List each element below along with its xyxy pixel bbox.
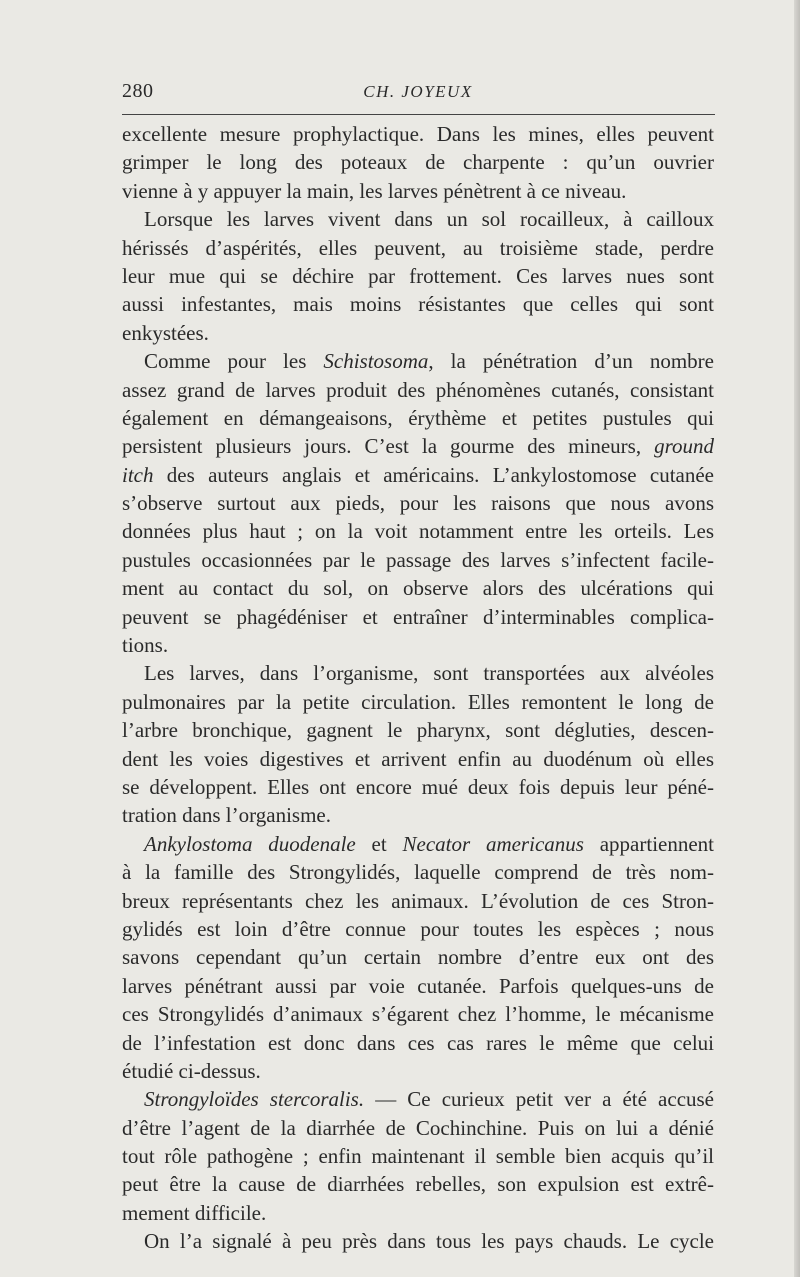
text-line — [122, 404, 714, 432]
text-line — [122, 631, 714, 659]
text-segment: données plus haut ; on la voit notamment entre les orteils. Les — [122, 519, 714, 544]
italic-text: Strongyloïdes stercoralis. — [144, 1087, 365, 1112]
text-line — [122, 546, 714, 574]
text-segment: à la famille des Strongylidés, laquelle comprend de très nom- — [122, 860, 714, 885]
text-line — [122, 347, 714, 375]
text-line — [122, 801, 714, 829]
text-line — [122, 517, 714, 545]
italic-text: itch — [122, 462, 154, 487]
text-line — [122, 290, 714, 318]
text-line — [122, 659, 714, 687]
text-line — [122, 1000, 714, 1028]
italic-text: Necator americanus — [402, 831, 584, 856]
running-title: CH. JOYEUX — [363, 82, 473, 101]
text-segment: ces Strongylidés d’animaux s’égarent chez l’homme, le mécanisme — [122, 1002, 714, 1027]
text-segment: — Ce curieux petit ver a été accusé — [364, 1087, 715, 1112]
text-segment: Comme pour les — [144, 349, 324, 374]
italic-text: Schistosoma — [323, 349, 429, 374]
text-segment: d’être l’agent de la diarrhée de Cochinchine. Puis on lui a dénié — [122, 1115, 714, 1140]
text-segment: enkystées. — [122, 320, 209, 345]
text-line — [122, 773, 714, 801]
text-line — [122, 489, 714, 517]
text-line — [122, 120, 714, 148]
text-segment: grimper le long des poteaux de charpente : qu’un ouvrier — [122, 150, 714, 175]
body-text — [122, 120, 714, 1256]
page-edge-shadow — [794, 0, 800, 1277]
text-segment: breux représentants chez les animaux. L’évolution de ces Stron- — [122, 888, 714, 913]
text-line — [122, 432, 714, 460]
text-line — [122, 574, 714, 602]
text-segment: mement difficile. — [122, 1200, 267, 1225]
text-line — [122, 376, 714, 404]
text-segment: tout rôle pathogène ; enfin maintenant il semble bien acquis qu’il — [122, 1144, 714, 1169]
text-segment: On l’a signalé à peu près dans tous les pays chauds. Le cycle — [144, 1229, 714, 1254]
text-segment: l’arbre bronchique, gagnent le pharynx, sont dégluties, descen- — [122, 718, 714, 743]
text-segment: dent les voies digestives et arrivent enfin au duodénum où elles — [122, 746, 714, 771]
text-segment: ment au contact du sol, on observe alors des ulcérations qui — [122, 576, 714, 601]
text-line — [122, 745, 714, 773]
text-line — [122, 1057, 714, 1085]
text-segment: Les larves, dans l’organisme, sont transportées aux alvéoles — [144, 661, 714, 686]
text-line — [122, 177, 714, 205]
text-segment: et — [355, 831, 403, 856]
text-segment: appartiennent — [583, 831, 715, 856]
text-line — [122, 148, 714, 176]
text-line — [122, 943, 714, 971]
text-segment: pulmonaires par la petite circulation. Elles remontent le long de — [122, 689, 714, 714]
text-segment: tions. — [122, 633, 169, 658]
text-segment: tration dans l’organisme. — [122, 803, 331, 828]
italic-text: ground — [654, 434, 714, 459]
text-line — [122, 915, 714, 943]
text-segment: gylidés est loin d’être connue pour toutes les espèces ; nous — [122, 916, 714, 941]
text-line — [122, 1029, 714, 1057]
text-line — [122, 1142, 714, 1170]
text-line — [122, 1170, 714, 1198]
text-line — [122, 887, 714, 915]
text-segment: persistent plusieurs jours. C’est la gourme des mineurs, — [122, 434, 655, 459]
text-segment: leur mue qui se déchire par frottement. Ces larves nues sont — [122, 263, 714, 288]
text-segment: , la pénétration d’un nombre — [428, 349, 714, 374]
text-segment: hérissés d’aspérités, elles peuvent, au troisième stade, perdre — [122, 235, 714, 260]
text-segment: Lorsque les larves vivent dans un sol rocailleux, à cailloux — [144, 207, 714, 232]
text-line — [122, 1085, 714, 1113]
text-line — [122, 688, 714, 716]
text-segment: des auteurs anglais et américains. L’ankylostomose cutanée — [153, 462, 714, 487]
page-number: 280 — [122, 80, 154, 102]
text-segment: pustules occasionnées par le passage des larves s’infectent facile- — [122, 547, 714, 572]
text-segment: assez grand de larves produit des phénomènes cutanés, consistant — [122, 377, 714, 402]
text-line — [122, 716, 714, 744]
text-line — [122, 319, 714, 347]
text-segment: aussi infestantes, mais moins résistantes que celles qui sont — [122, 292, 714, 317]
header-rule — [122, 114, 715, 115]
text-line — [122, 830, 714, 858]
text-segment: peuvent se phagédéniser et entraîner d’interminables complica- — [122, 604, 714, 629]
text-line — [122, 603, 714, 631]
text-segment: s’observe surtout aux pieds, pour les raisons que nous avons — [122, 491, 714, 516]
text-line — [122, 858, 714, 886]
text-segment: étudié ci-dessus. — [122, 1058, 261, 1083]
text-line — [122, 262, 714, 290]
text-segment: se développent. Elles ont encore mué deux fois depuis leur péné- — [122, 774, 714, 799]
text-line — [122, 234, 714, 262]
text-segment: vienne à y appuyer la main, les larves pénètrent à ce niveau. — [122, 178, 627, 203]
italic-text: Ankylostoma duodenale — [144, 831, 356, 856]
text-line — [122, 205, 714, 233]
text-segment: larves pénétrant aussi par voie cutanée. Parfois quelques-uns de — [122, 973, 714, 998]
text-line — [122, 461, 714, 489]
text-segment: également en démangeaisons, érythème et petites pustules qui — [122, 405, 714, 430]
text-line — [122, 972, 714, 1000]
page-header — [122, 80, 714, 108]
text-segment: de l’infestation est donc dans ces cas rares le même que celui — [122, 1030, 714, 1055]
text-line — [122, 1114, 714, 1142]
text-segment: savons cependant qu’un certain nombre d’entre eux ont des — [122, 945, 714, 970]
text-segment: peut être la cause de diarrhées rebelles, son expulsion est extrê- — [122, 1172, 714, 1197]
text-segment: excellente mesure prophylactique. Dans les mines, elles peuvent — [122, 122, 714, 146]
text-line — [122, 1199, 714, 1227]
text-line — [122, 1227, 714, 1255]
